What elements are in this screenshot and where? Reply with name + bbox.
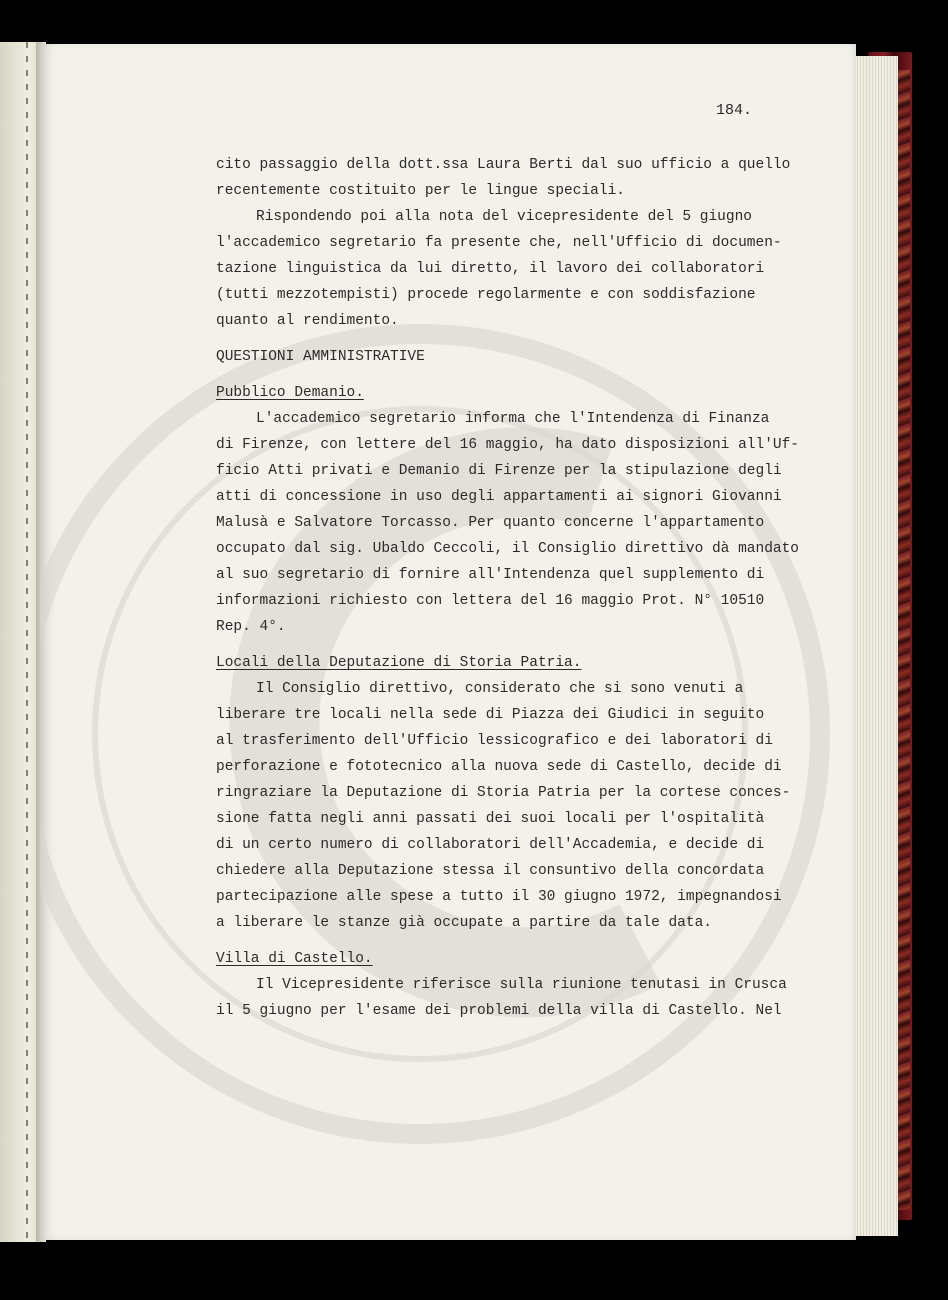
text-line: chiedere alla Deputazione stessa il consuntivo della concordata: [216, 863, 765, 879]
section-heading: QUESTIONI AMMINISTRATIVE: [216, 349, 425, 365]
text-line: (tutti mezzotempisti) procede regolarmente e con soddisfazione: [216, 287, 756, 303]
page-number: 184.: [715, 102, 752, 119]
subheading-pubblico-demanio: Pubblico Demanio.: [216, 385, 364, 401]
text-line: l'accademico segretario fa presente che, nell'Ufficio di documen-: [216, 235, 782, 251]
text-line: di Firenze, con lettere del 16 maggio, ha dato disposizioni all'Uf-: [216, 437, 799, 453]
text-line: sione fatta negli anni passati dei suoi locali per l'ospitalità: [216, 811, 765, 827]
text-line: ringraziare la Deputazione di Storia Patria per la cortese conces-: [216, 785, 791, 801]
text-line: cito passaggio della dott.ssa Laura Berti dal suo ufficio a quello: [216, 157, 791, 173]
text-line: Il Vicepresidente riferisce sulla riunione tenutasi in Crusca: [256, 977, 787, 993]
text-line: al suo segretario di fornire all'Intendenza quel supplemento di: [216, 567, 765, 583]
text-line: informazioni richiesto con lettera del 16 maggio Prot. N° 10510: [216, 593, 765, 609]
text-line: occupato dal sig. Ubaldo Ceccoli, il Consiglio direttivo dà mandato: [216, 541, 799, 557]
subheading-locali-deputazione: Locali della Deputazione di Storia Patria.: [216, 655, 582, 671]
text-line: L'accademico segretario informa che l'Intendenza di Finanza: [256, 411, 770, 427]
text-line: quanto al rendimento.: [216, 313, 399, 329]
text-line: a liberare le stanze già occupate a partire da tale data.: [216, 915, 712, 931]
text-line: al trasferimento dell'Ufficio lessicografico e dei laboratori di: [216, 733, 773, 749]
text-line: partecipazione alle spese a tutto il 30 giugno 1972, impegnandosi: [216, 889, 782, 905]
text-line: recentemente costituito per le lingue speciali.: [216, 183, 625, 199]
text-line: liberare tre locali nella sede di Piazza dei Giudici in seguito: [216, 707, 765, 723]
text-line: Malusà e Salvatore Torcasso. Per quanto concerne l'appartamento: [216, 515, 765, 531]
text-line: Rep. 4°.: [216, 619, 286, 635]
marbled-edge: [896, 70, 910, 1210]
text-line: atti di concessione in uso degli appartamenti ai signori Giovanni: [216, 489, 782, 505]
page-stack-edge: [852, 56, 898, 1236]
text-line: ficio Atti privati e Demanio di Firenze per la stipulazione degli: [216, 463, 782, 479]
text-line: tazione linguistica da lui diretto, il lavoro dei collaboratori: [216, 261, 765, 277]
text-line: Rispondendo poi alla nota del vicepresidente del 5 giugno: [256, 209, 752, 225]
binding-stitches: [26, 42, 28, 1242]
typed-text-body: [216, 152, 799, 1024]
left-page-edge: [0, 42, 40, 1242]
text-line: il 5 giugno per l'esame dei problemi della villa di Castello. Nel: [216, 1003, 782, 1019]
subheading-villa-castello: Villa di Castello.: [216, 951, 373, 967]
text-line: di un certo numero di collaboratori dell'Accademia, e decide di: [216, 837, 765, 853]
text-line: Il Consiglio direttivo, considerato che si sono venuti a: [256, 681, 744, 697]
document-page: [40, 44, 856, 1240]
text-line: perforazione e fototecnico alla nuova sede di Castello, decide di: [216, 759, 782, 775]
